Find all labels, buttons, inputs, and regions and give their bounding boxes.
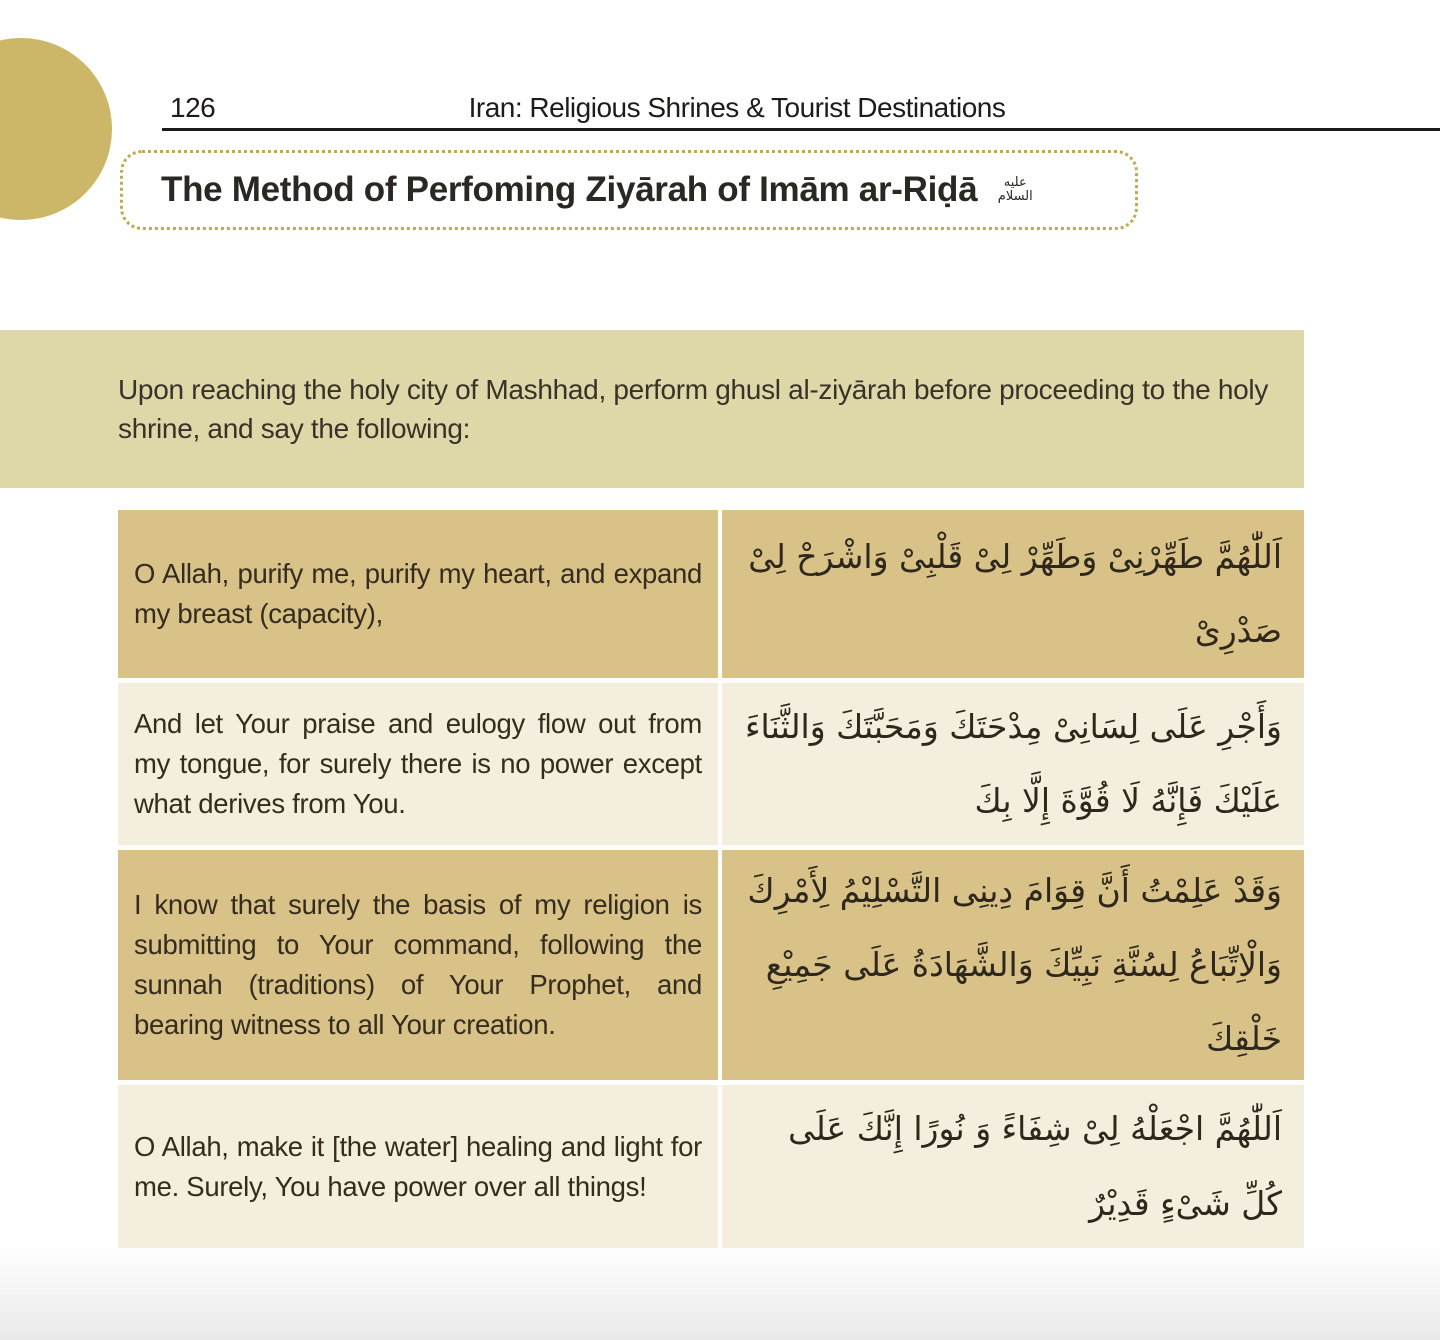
section-title-box bbox=[120, 150, 1138, 230]
header-rule bbox=[162, 128, 1440, 131]
intro-banner bbox=[0, 330, 1304, 488]
decorative-gold-circle bbox=[0, 38, 112, 220]
table-row-3-english bbox=[118, 850, 718, 1080]
book-title: Iran: Religious Shrines & Tourist Destinations bbox=[468, 92, 1006, 123]
table-row-3-arabic bbox=[722, 850, 1304, 1080]
arabic-dua: اَللّٰهُمَّ اجْعَلْهُ لِىْ شِفَاءً وَ نُورًا إِنَّكَ عَلَى كُلِّ شَىْءٍ قَدِيْرٌ bbox=[788, 1109, 1282, 1223]
arabic-dua: وَأَجْرِ عَلَى لِسَانِىْ مِدْحَتَكَ وَمَحَبَّتَكَ وَالثَّنَاءَ عَلَيْكَ فَإِنَّهُ لَا قُوَّةَ إِلَّا بِكَ bbox=[745, 706, 1282, 820]
english-translation: I know that surely the basis of my religion is submitting to Your command, following the sunnah (traditions) of Your Prophet, and bearing witness to all Your creation. bbox=[134, 889, 702, 1040]
english-translation: O Allah, make it [the water] healing and light for me. Surely, You have power over all things! bbox=[134, 1130, 702, 1202]
table-row-1-english bbox=[118, 510, 718, 678]
page-bottom-fade bbox=[0, 1245, 1440, 1340]
arabic-dua: وَقَدْ عَلِمْتُ أَنَّ قِوَامَ دِينِى التَّسْلِيْمُ لِأَمْرِكَ وَالْاِتِّبَاعُ لِسُنَّةِ نَبِيِّكَ وَالشَّهَادَةُ عَلَى جَمِيْعِ خَلْقِكَ bbox=[747, 870, 1282, 1059]
arabic-dua: اَللّٰهُمَّ طَهِّرْنِىْ وَطَهِّرْ لِىْ قَلْبِىْ وَاشْرَحْ لِىْ صَدْرِىْ bbox=[748, 536, 1282, 650]
table-row-2-arabic bbox=[722, 683, 1304, 845]
section-title: The Method of Perfoming Ziyārah of Imām ar-Riḍā bbox=[161, 170, 978, 209]
intro-text: Upon reaching the holy city of Mashhad, perform ghusl al-ziyārah before proceeding to the holy shrine, and say the following: bbox=[118, 373, 1269, 444]
table-row-4-arabic bbox=[722, 1085, 1304, 1248]
running-head bbox=[162, 90, 1440, 130]
table-row-1-arabic bbox=[722, 510, 1304, 678]
page-number: 126 bbox=[170, 92, 216, 123]
table-row-4-english bbox=[118, 1085, 718, 1248]
table-row-2-english bbox=[118, 683, 718, 845]
dua-table bbox=[118, 510, 1304, 1248]
alayhi-salam-honorific: عليه السلام bbox=[997, 175, 1033, 204]
english-translation: And let Your praise and eulogy flow out from my tongue, for surely there is no power except what derives from You. bbox=[134, 708, 702, 819]
english-translation: O Allah, purify me, purify my heart, and expand my breast (capacity), bbox=[134, 558, 702, 629]
